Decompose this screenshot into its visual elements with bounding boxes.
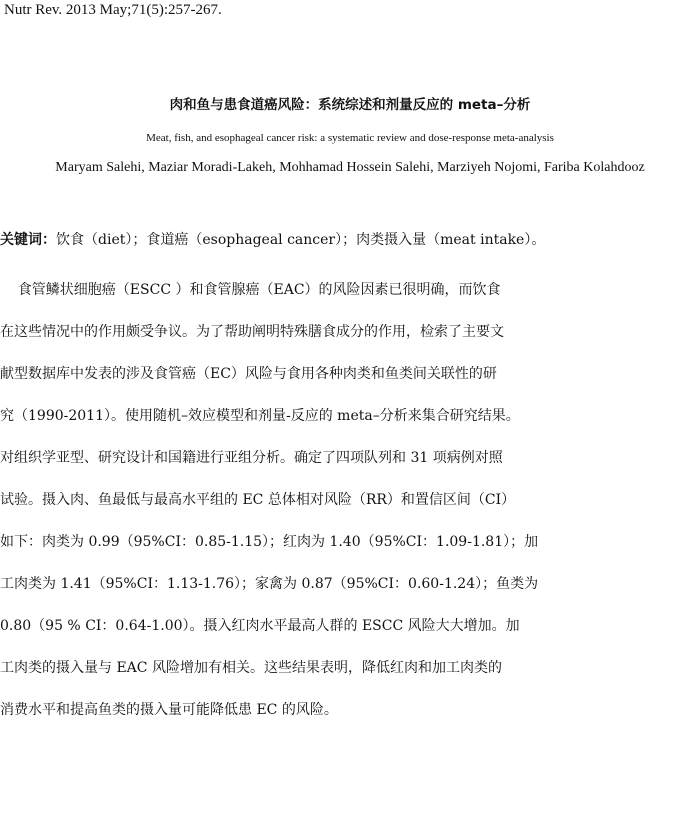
abstract-line: 献型数据库中发表的涉及食管癌（EC）风险与食用各种肉类和鱼类间关联性的研: [0, 366, 497, 382]
abstract-line: 0.80（95 % CI：0.64-1.00）。摄入红肉水平最高人群的 ESCC 风险大大增加。加: [0, 618, 520, 634]
keywords-line: [0, 229, 692, 249]
citation: Nutr Rev. 2013 May;71(5):257-267.: [4, 2, 222, 18]
title-chinese: 肉和鱼与患食道癌风险：系统综述和剂量反应的 meta–分析: [169, 97, 531, 113]
abstract-line: 工肉类为 1.41（95%CI：1.13-1.76）；家禽为 0.87（95%CI：0.60-1.24）；鱼类为: [0, 576, 539, 592]
abstract-line: 工肉类的摄入量与 EAC 风险增加有相关。这些结果表明，降低红肉和加工肉类的: [0, 660, 502, 676]
keywords-text: 饮食（diet）；食道癌（esophageal cancer）；肉类摄入量（meat intake）。: [56, 232, 546, 248]
abstract-line: 在这些情况中的作用颇受争议。为了帮助阐明特殊膳食成分的作用，检索了主要文: [0, 324, 504, 340]
abstract-line: 如下：肉类为 0.99（95%CI：0.85-1.15）；红肉为 1.40（95%CI：1.09-1.81）；加: [0, 534, 539, 550]
keywords-label: 关键词：: [0, 232, 56, 248]
abstract-line: 对组织学亚型、研究设计和国籍进行亚组分析。确定了四项队列和 31 项病例对照: [0, 450, 503, 466]
title-english: Meat, fish, and esophageal cancer risk: a systematic review and dose-response meta-analysis: [146, 132, 554, 144]
abstract-line: 消费水平和提高鱼类的摄入量可能降低患 EC 的风险。: [0, 702, 338, 718]
abstract-line: 究（1990-2011）。使用随机–效应模型和剂量-反应的 meta–分析来集合研究结果。: [0, 408, 520, 424]
abstract-line: 食管鳞状细胞癌（ESCC ）和食管腺癌（EAC）的风险因素已很明确，而饮食: [0, 282, 501, 298]
author-list: Maryam Salehi, Maziar Moradi-Lakeh, Mohhamad Hossein Salehi, Marziyeh Nojomi, Fariba Kolahdooz: [55, 160, 645, 175]
abstract-line: 试验。摄入肉、鱼最低与最高水平组的 EC 总体相对风险（RR）和置信区间（CI）: [0, 492, 516, 508]
